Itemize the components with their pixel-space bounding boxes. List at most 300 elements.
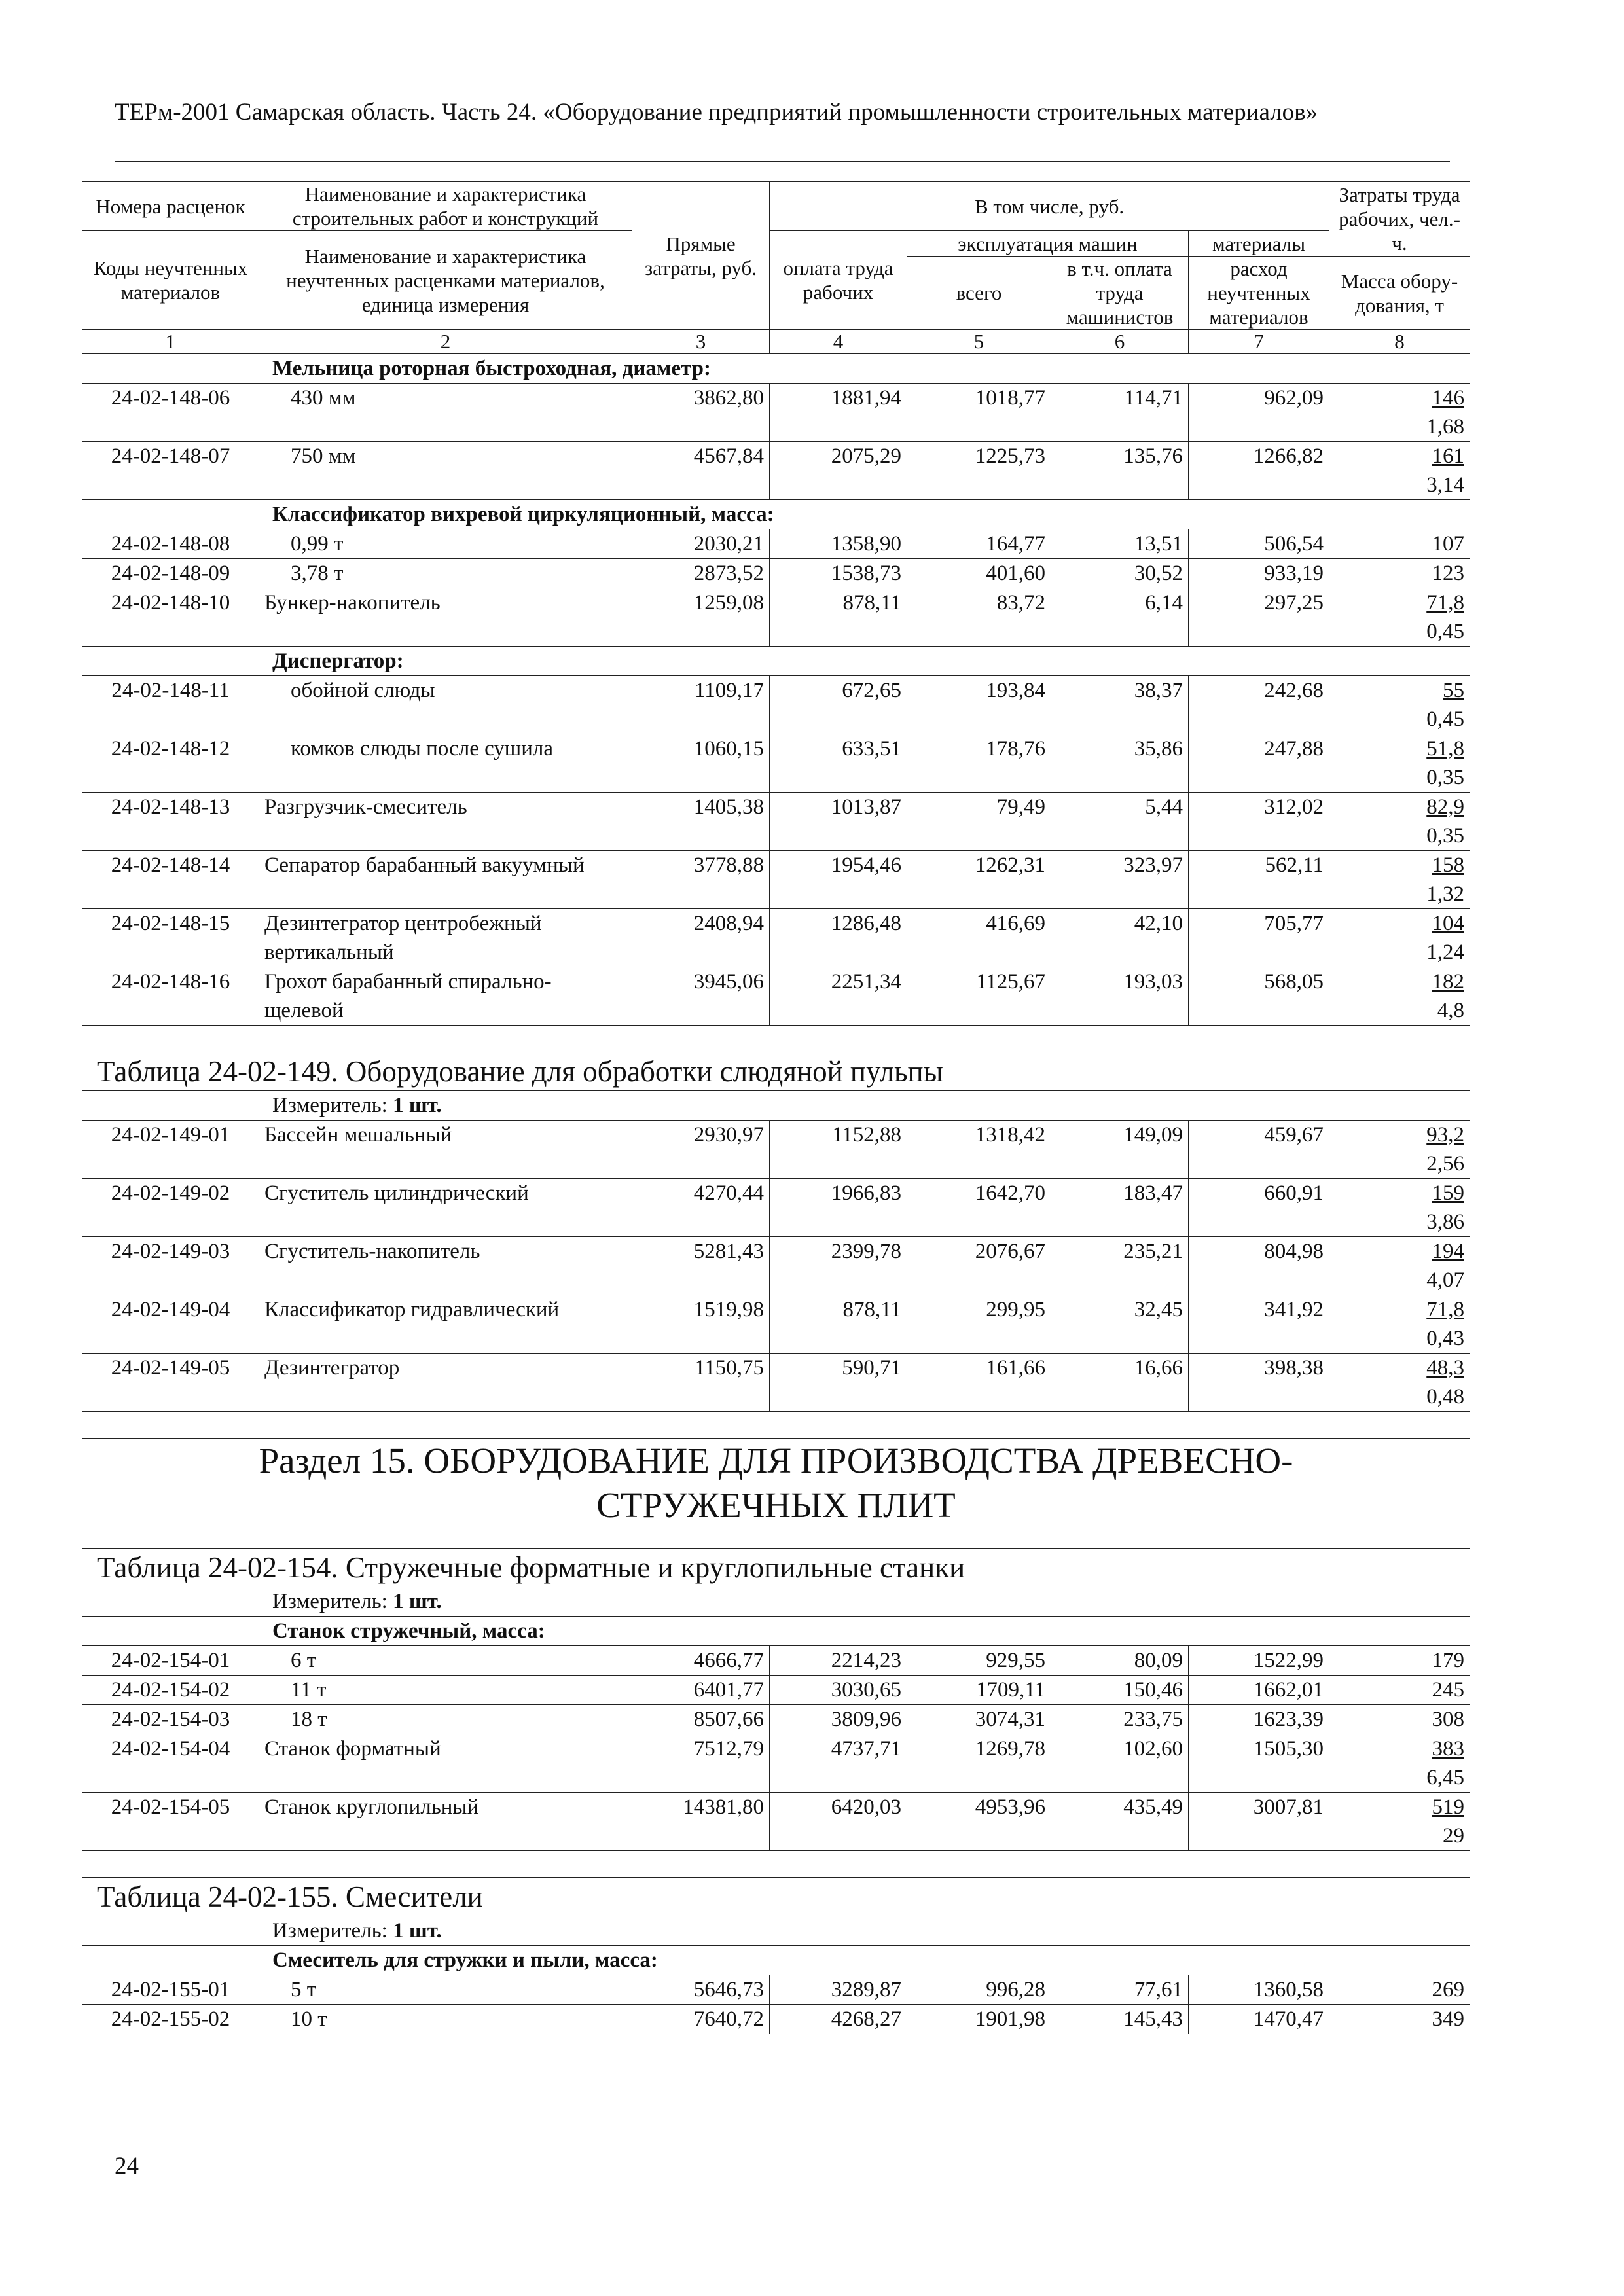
table-row — [82, 559, 1470, 588]
col-machinists-pay-header: в т.ч. оплата труда машинистов — [1051, 257, 1189, 330]
table-title-row — [82, 1878, 1470, 1916]
group-title-row — [82, 647, 1470, 676]
rate-code: 24-02-148-13 — [82, 793, 259, 851]
labor-and-mass — [1329, 1354, 1470, 1412]
labor-and-mass — [1329, 851, 1470, 909]
table-row — [82, 734, 1470, 793]
col-number: 1 — [82, 330, 259, 354]
labor-pay: 1954,46 — [770, 851, 907, 909]
labor-and-mass — [1329, 1793, 1470, 1851]
machinists-pay: 42,10 — [1051, 909, 1189, 967]
labor-pay: 878,11 — [770, 1295, 907, 1354]
labor-and-mass — [1329, 1237, 1470, 1295]
labor-pay: 3289,87 — [770, 1975, 907, 2005]
labor-value: 93,2 — [1426, 1123, 1464, 1147]
rate-code: 24-02-148-12 — [82, 734, 259, 793]
col-number: 8 — [1329, 330, 1470, 354]
col-material-codes-header: Коды неучтенных материалов — [82, 231, 259, 330]
rate-code: 24-02-154-05 — [82, 1793, 259, 1851]
machinists-pay: 5,44 — [1051, 793, 1189, 851]
materials-cost: 1505,30 — [1189, 1734, 1329, 1793]
machines-total: 83,72 — [907, 588, 1051, 647]
labor-value: 82,9 — [1426, 795, 1464, 819]
labor-and-mass — [1329, 1179, 1470, 1237]
direct-costs: 1150,75 — [632, 1354, 770, 1412]
labor-and-mass — [1329, 793, 1470, 851]
rates-table — [82, 181, 1470, 2034]
machines-total: 1901,98 — [907, 2005, 1051, 2034]
col-labor-pay-header: оплата труда рабочих — [770, 231, 907, 330]
col-number: 3 — [632, 330, 770, 354]
machines-total: 401,60 — [907, 559, 1051, 588]
labor-value: 179 — [1432, 1649, 1464, 1672]
machinists-pay: 193,03 — [1051, 967, 1189, 1026]
item-name: 0,99 т — [259, 529, 632, 559]
labor-and-mass — [1329, 1975, 1470, 2005]
rate-code: 24-02-148-16 — [82, 967, 259, 1026]
machines-total: 1225,73 — [907, 442, 1051, 500]
machinists-pay: 32,45 — [1051, 1295, 1189, 1354]
labor-and-mass — [1329, 442, 1470, 500]
materials-cost: 568,05 — [1189, 967, 1329, 1026]
labor-pay: 3030,65 — [770, 1676, 907, 1705]
machines-total: 299,95 — [907, 1295, 1051, 1354]
direct-costs: 5281,43 — [632, 1237, 770, 1295]
spacer-row — [82, 1026, 1470, 1052]
machinists-pay: 38,37 — [1051, 676, 1189, 734]
group-title: Классификатор вихревой циркуляционный, масса: — [82, 500, 1470, 529]
labor-pay: 1286,48 — [770, 909, 907, 967]
materials-cost: 459,67 — [1189, 1121, 1329, 1179]
measure-label: Измеритель: — [272, 1590, 388, 1613]
col-mass-header: Масса обору-дования, т — [1329, 257, 1470, 330]
item-name: Бассейн мешальный — [259, 1121, 632, 1179]
mass-value: 1,68 — [1426, 415, 1464, 439]
materials-cost: 804,98 — [1189, 1237, 1329, 1295]
table-title: Таблица 24-02-149. Оборудование для обработки слюдяной пульпы — [82, 1052, 1470, 1091]
col-machines-header: эксплуатация машин — [907, 231, 1189, 257]
machinists-pay: 145,43 — [1051, 2005, 1189, 2034]
labor-value: 146 — [1432, 386, 1464, 410]
machinists-pay: 235,21 — [1051, 1237, 1189, 1295]
group-title: Мельница роторная быстроходная, диаметр: — [82, 354, 1470, 384]
materials-cost: 562,11 — [1189, 851, 1329, 909]
table-title-row — [82, 1549, 1470, 1587]
mass-value: 0,43 — [1426, 1327, 1464, 1350]
item-name: 430 мм — [259, 384, 632, 442]
materials-cost: 1662,01 — [1189, 1676, 1329, 1705]
machinists-pay: 135,76 — [1051, 442, 1189, 500]
mass-value: 4,07 — [1426, 1268, 1464, 1292]
table-title-row — [82, 1052, 1470, 1091]
group-title-row — [82, 354, 1470, 384]
item-name: 10 т — [259, 2005, 632, 2034]
machinists-pay: 233,75 — [1051, 1705, 1189, 1734]
labor-and-mass — [1329, 734, 1470, 793]
item-name: 11 т — [259, 1676, 632, 1705]
item-name: Разгрузчик-смеситель — [259, 793, 632, 851]
rate-code: 24-02-148-06 — [82, 384, 259, 442]
labor-pay: 1152,88 — [770, 1121, 907, 1179]
mass-value: 6,45 — [1426, 1766, 1464, 1789]
materials-cost: 506,54 — [1189, 529, 1329, 559]
rate-code: 24-02-148-15 — [82, 909, 259, 967]
col-material-name-header: Наименование и характеристика неучтенных расценками материалов, единица измерения — [259, 231, 632, 330]
item-name: 750 мм — [259, 442, 632, 500]
direct-costs: 1109,17 — [632, 676, 770, 734]
table-title: Таблица 24-02-154. Стружечные форматные и круглопильные станки — [82, 1549, 1470, 1587]
section-title-line: Раздел 15. ОБОРУДОВАНИЕ ДЛЯ ПРОИЗВОДСТВА ДРЕВЕСНО- — [259, 1441, 1293, 1480]
labor-value: 158 — [1432, 853, 1464, 877]
materials-cost: 398,38 — [1189, 1354, 1329, 1412]
group-title-row — [82, 1946, 1470, 1975]
direct-costs: 5646,73 — [632, 1975, 770, 2005]
measure-unit — [82, 1091, 1470, 1121]
item-name: Сгуститель цилиндрический — [259, 1179, 632, 1237]
col-work-name-header: Наименование и характеристика строительных работ и конструкций — [259, 182, 632, 231]
materials-cost: 660,91 — [1189, 1179, 1329, 1237]
direct-costs: 1519,98 — [632, 1295, 770, 1354]
direct-costs: 1060,15 — [632, 734, 770, 793]
item-name: 5 т — [259, 1975, 632, 2005]
direct-costs: 7640,72 — [632, 2005, 770, 2034]
labor-pay: 590,71 — [770, 1354, 907, 1412]
measure-label: Измеритель: — [272, 1919, 388, 1943]
measure-row — [82, 1091, 1470, 1121]
table-row — [82, 909, 1470, 967]
labor-and-mass — [1329, 909, 1470, 967]
table-title: Таблица 24-02-155. Смесители — [82, 1878, 1470, 1916]
rate-code: 24-02-154-03 — [82, 1705, 259, 1734]
labor-value: 48,3 — [1426, 1356, 1464, 1380]
mass-value: 3,86 — [1426, 1210, 1464, 1234]
rate-code: 24-02-148-09 — [82, 559, 259, 588]
table-row — [82, 1295, 1470, 1354]
machinists-pay: 150,46 — [1051, 1676, 1189, 1705]
group-title-row — [82, 1617, 1470, 1646]
col-rate-number-header: Номера расценок — [82, 182, 259, 231]
labor-value: 161 — [1432, 444, 1464, 468]
labor-value: 51,8 — [1426, 737, 1464, 761]
item-name: Бункер-накопитель — [259, 588, 632, 647]
machinists-pay: 6,14 — [1051, 588, 1189, 647]
labor-pay: 1538,73 — [770, 559, 907, 588]
machines-total: 4953,96 — [907, 1793, 1051, 1851]
labor-pay: 6420,03 — [770, 1793, 907, 1851]
rate-code: 24-02-148-08 — [82, 529, 259, 559]
rate-code: 24-02-149-01 — [82, 1121, 259, 1179]
materials-cost: 933,19 — [1189, 559, 1329, 588]
spacer-row — [82, 1528, 1470, 1549]
running-header: ТЕРм-2001 Самарская область. Часть 24. «Оборудование предприятий промышленности строительных материалов» — [115, 99, 1318, 126]
labor-pay: 2399,78 — [770, 1237, 907, 1295]
table-row — [82, 1793, 1470, 1851]
measure-value: 1 шт. — [393, 1919, 442, 1943]
direct-costs: 4567,84 — [632, 442, 770, 500]
table-row — [82, 1354, 1470, 1412]
labor-and-mass — [1329, 1734, 1470, 1793]
machines-total: 1269,78 — [907, 1734, 1051, 1793]
table-row — [82, 1179, 1470, 1237]
col-machines-total-header: всего — [907, 257, 1051, 330]
col-number: 5 — [907, 330, 1051, 354]
table-row — [82, 1705, 1470, 1734]
mass-value: 29 — [1443, 1824, 1464, 1848]
mass-value: 1,32 — [1426, 882, 1464, 906]
labor-pay: 1881,94 — [770, 384, 907, 442]
machinists-pay: 149,09 — [1051, 1121, 1189, 1179]
labor-pay: 1013,87 — [770, 793, 907, 851]
group-title: Диспергатор: — [82, 647, 1470, 676]
labor-and-mass — [1329, 1676, 1470, 1705]
table-row — [82, 1975, 1470, 2005]
labor-value: 107 — [1432, 532, 1464, 556]
group-title: Станок стружечный, масса: — [82, 1617, 1470, 1646]
page-number: 24 — [115, 2153, 139, 2179]
direct-costs: 2408,94 — [632, 909, 770, 967]
measure-label: Измеритель: — [272, 1094, 388, 1117]
labor-value: 182 — [1432, 970, 1464, 994]
labor-value: 308 — [1432, 1708, 1464, 1731]
machinists-pay: 16,66 — [1051, 1354, 1189, 1412]
spacer-row — [82, 1412, 1470, 1439]
table-body — [82, 182, 1470, 2034]
rate-code: 24-02-149-05 — [82, 1354, 259, 1412]
mass-value: 3,14 — [1426, 473, 1464, 497]
labor-pay: 633,51 — [770, 734, 907, 793]
col-number: 6 — [1051, 330, 1189, 354]
labor-and-mass — [1329, 559, 1470, 588]
labor-and-mass — [1329, 384, 1470, 442]
item-name: 6 т — [259, 1646, 632, 1676]
direct-costs: 1405,38 — [632, 793, 770, 851]
table-row — [82, 1734, 1470, 1793]
materials-cost: 962,09 — [1189, 384, 1329, 442]
item-name: Станок форматный — [259, 1734, 632, 1793]
labor-value: 55 — [1443, 679, 1464, 702]
machines-total: 996,28 — [907, 1975, 1051, 2005]
labor-and-mass — [1329, 529, 1470, 559]
item-name: Станок круглопильный — [259, 1793, 632, 1851]
labor-and-mass — [1329, 1705, 1470, 1734]
section-title-line: СТРУЖЕЧНЫХ ПЛИТ — [596, 1485, 956, 1525]
rate-code: 24-02-154-01 — [82, 1646, 259, 1676]
header-divider — [115, 161, 1450, 162]
spacer-row — [82, 1851, 1470, 1878]
machines-total: 193,84 — [907, 676, 1051, 734]
direct-costs: 2873,52 — [632, 559, 770, 588]
col-direct-costs-header: Прямые затраты, руб. — [632, 182, 770, 330]
labor-value: 383 — [1432, 1737, 1464, 1761]
materials-cost: 1266,82 — [1189, 442, 1329, 500]
mass-value: 4,8 — [1437, 999, 1464, 1022]
group-title-row — [82, 500, 1470, 529]
direct-costs: 3862,80 — [632, 384, 770, 442]
labor-value: 159 — [1432, 1181, 1464, 1205]
rate-code: 24-02-154-04 — [82, 1734, 259, 1793]
labor-value: 519 — [1432, 1795, 1464, 1819]
machines-total: 1709,11 — [907, 1676, 1051, 1705]
labor-and-mass — [1329, 588, 1470, 647]
machines-total: 164,77 — [907, 529, 1051, 559]
labor-value: 71,8 — [1426, 1298, 1464, 1321]
machines-total: 416,69 — [907, 909, 1051, 967]
item-name: 18 т — [259, 1705, 632, 1734]
mass-value: 0,35 — [1426, 766, 1464, 789]
labor-pay: 1966,83 — [770, 1179, 907, 1237]
mass-value: 0,45 — [1426, 620, 1464, 643]
item-name: 3,78 т — [259, 559, 632, 588]
direct-costs: 2030,21 — [632, 529, 770, 559]
measure-value: 1 шт. — [393, 1590, 442, 1613]
materials-cost: 3007,81 — [1189, 1793, 1329, 1851]
section-title — [82, 1439, 1470, 1528]
spacer — [82, 1851, 1470, 1878]
table-row — [82, 442, 1470, 500]
direct-costs: 3778,88 — [632, 851, 770, 909]
rate-code: 24-02-148-07 — [82, 442, 259, 500]
machinists-pay: 102,60 — [1051, 1734, 1189, 1793]
labor-pay: 1358,90 — [770, 529, 907, 559]
labor-value: 245 — [1432, 1678, 1464, 1702]
measure-unit — [82, 1587, 1470, 1617]
labor-value: 71,8 — [1426, 591, 1464, 615]
mass-value: 0,35 — [1426, 824, 1464, 848]
rate-code: 24-02-148-14 — [82, 851, 259, 909]
col-number: 7 — [1189, 330, 1329, 354]
table-row — [82, 676, 1470, 734]
col-materials-header: материалы — [1189, 231, 1329, 257]
labor-and-mass — [1329, 1121, 1470, 1179]
machines-total: 1262,31 — [907, 851, 1051, 909]
table-row — [82, 1237, 1470, 1295]
labor-and-mass — [1329, 2005, 1470, 2034]
machinists-pay: 77,61 — [1051, 1975, 1189, 2005]
table-row — [82, 851, 1470, 909]
table-row — [82, 529, 1470, 559]
machines-total: 1642,70 — [907, 1179, 1051, 1237]
materials-cost: 1522,99 — [1189, 1646, 1329, 1676]
table-row — [82, 588, 1470, 647]
labor-value: 104 — [1432, 912, 1464, 935]
labor-value: 123 — [1432, 562, 1464, 585]
mass-value: 0,48 — [1426, 1385, 1464, 1408]
rate-code: 24-02-148-11 — [82, 676, 259, 734]
direct-costs: 4270,44 — [632, 1179, 770, 1237]
spacer — [82, 1412, 1470, 1439]
item-name: комков слюды после сушила — [259, 734, 632, 793]
direct-costs: 3945,06 — [632, 967, 770, 1026]
machinists-pay: 114,71 — [1051, 384, 1189, 442]
rate-code: 24-02-155-02 — [82, 2005, 259, 2034]
spacer — [82, 1026, 1470, 1052]
materials-cost: 705,77 — [1189, 909, 1329, 967]
spacer — [82, 1528, 1470, 1549]
header-row-2 — [82, 231, 1470, 257]
labor-value: 194 — [1432, 1240, 1464, 1263]
rate-code: 24-02-149-02 — [82, 1179, 259, 1237]
measure-row — [82, 1916, 1470, 1946]
group-title: Смеситель для стружки и пыли, масса: — [82, 1946, 1470, 1975]
measure-unit — [82, 1916, 1470, 1946]
materials-cost: 1470,47 — [1189, 2005, 1329, 2034]
mass-value: 1,24 — [1426, 941, 1464, 964]
labor-pay: 672,65 — [770, 676, 907, 734]
col-unaccounted-materials-header: расход неучтенных материалов — [1189, 257, 1329, 330]
labor-pay: 2251,34 — [770, 967, 907, 1026]
rate-code: 24-02-149-04 — [82, 1295, 259, 1354]
col-including-header: В том числе, руб. — [770, 182, 1329, 231]
labor-pay: 2075,29 — [770, 442, 907, 500]
machinists-pay: 35,86 — [1051, 734, 1189, 793]
machinists-pay: 13,51 — [1051, 529, 1189, 559]
col-number: 4 — [770, 330, 907, 354]
machinists-pay: 80,09 — [1051, 1646, 1189, 1676]
mass-value: 2,56 — [1426, 1152, 1464, 1175]
table-row — [82, 1676, 1470, 1705]
machinists-pay: 323,97 — [1051, 851, 1189, 909]
materials-cost: 247,88 — [1189, 734, 1329, 793]
machines-total: 161,66 — [907, 1354, 1051, 1412]
machines-total: 929,55 — [907, 1646, 1051, 1676]
table-row — [82, 967, 1470, 1026]
column-numbers-row — [82, 330, 1470, 354]
table-row — [82, 1121, 1470, 1179]
machines-total: 1318,42 — [907, 1121, 1051, 1179]
materials-cost: 312,02 — [1189, 793, 1329, 851]
direct-costs: 6401,77 — [632, 1676, 770, 1705]
direct-costs: 7512,79 — [632, 1734, 770, 1793]
direct-costs: 2930,97 — [632, 1121, 770, 1179]
col-labor-header: Затраты труда рабочих, чел.-ч. — [1329, 182, 1470, 257]
rate-code: 24-02-154-02 — [82, 1676, 259, 1705]
table-row — [82, 2005, 1470, 2034]
rate-code: 24-02-155-01 — [82, 1975, 259, 2005]
materials-cost: 1360,58 — [1189, 1975, 1329, 2005]
labor-and-mass — [1329, 1646, 1470, 1676]
rate-code: 24-02-148-10 — [82, 588, 259, 647]
direct-costs: 4666,77 — [632, 1646, 770, 1676]
table-row — [82, 384, 1470, 442]
materials-cost: 1623,39 — [1189, 1705, 1329, 1734]
machinists-pay: 30,52 — [1051, 559, 1189, 588]
labor-pay: 3809,96 — [770, 1705, 907, 1734]
table-row — [82, 793, 1470, 851]
materials-cost: 341,92 — [1189, 1295, 1329, 1354]
labor-value: 269 — [1432, 1978, 1464, 2001]
materials-cost: 297,25 — [1189, 588, 1329, 647]
mass-value: 0,45 — [1426, 708, 1464, 731]
machines-total: 1018,77 — [907, 384, 1051, 442]
item-name: Сепаратор барабанный вакуумный — [259, 851, 632, 909]
rate-code: 24-02-149-03 — [82, 1237, 259, 1295]
col-number: 2 — [259, 330, 632, 354]
item-name: Грохот барабанный спирально-щелевой — [259, 967, 632, 1026]
materials-cost: 242,68 — [1189, 676, 1329, 734]
machines-total: 3074,31 — [907, 1705, 1051, 1734]
machines-total: 178,76 — [907, 734, 1051, 793]
item-name: Дезинтегратор центробежный вертикальный — [259, 909, 632, 967]
item-name: Классификатор гидравлический — [259, 1295, 632, 1354]
item-name: обойной слюды — [259, 676, 632, 734]
machinists-pay: 183,47 — [1051, 1179, 1189, 1237]
direct-costs: 8507,66 — [632, 1705, 770, 1734]
labor-and-mass — [1329, 1295, 1470, 1354]
direct-costs: 14381,80 — [632, 1793, 770, 1851]
machinists-pay: 435,49 — [1051, 1793, 1189, 1851]
labor-value: 349 — [1432, 2007, 1464, 2031]
machines-total: 79,49 — [907, 793, 1051, 851]
